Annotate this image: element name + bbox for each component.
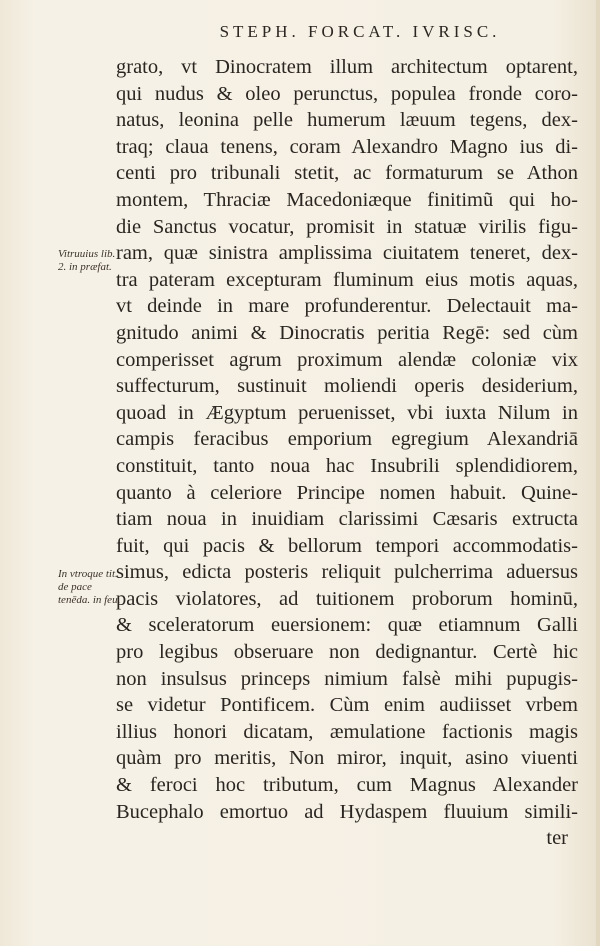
page-edge bbox=[596, 0, 600, 946]
text-line: quanto à celeriore Principe nomen habuit. Quine- bbox=[116, 481, 578, 504]
text-line: quoad in Ægyptum peruenisset, vbi iuxta Nilum in bbox=[116, 401, 578, 424]
text-line: suffecturum, sustinuit moliendi operis desiderium, bbox=[116, 375, 578, 398]
margin-note-pace: In vtroque tit. de pace tenēda. in feu. bbox=[58, 568, 121, 606]
text-line: tra pateram excepturam fluminum eius motis aquas, bbox=[116, 268, 578, 291]
text-line: gnitudo animi & Dinocratis peritia Regē: sed cùm bbox=[116, 321, 578, 344]
catchword: ter bbox=[546, 827, 568, 850]
text-line: vt deinde in mare profunderentur. Delectauit ma- bbox=[116, 295, 578, 318]
text-line: se videtur Pontificem. Cùm enim audiisset vrbem bbox=[116, 694, 578, 717]
text-line: montem, Thraciæ Macedoniæque finitimũ qui ho- bbox=[116, 188, 578, 211]
text-line: simus, edicta posteris reliquit pulcherrima aduersus bbox=[116, 561, 578, 584]
text-line: die Sanctus vocatur, promisit in statuæ virilis figu- bbox=[116, 215, 578, 238]
running-header: STEPH. FORCAT. IVRISC. bbox=[219, 22, 501, 41]
text-line: campis feracibus emporium egregium Alexandriā bbox=[116, 428, 578, 451]
margin-note-vitruvius: Vitruuius lib. 2. in præfat. bbox=[58, 248, 116, 273]
text-line: pro legibus obseruare non dedignantur. Certè hic bbox=[116, 641, 578, 664]
text-line: ram, quæ sinistra amplissima ciuitatem teneret, dex- bbox=[116, 242, 578, 265]
text-line: qui nudus & oleo perunctus, populea fronde coro- bbox=[116, 82, 578, 105]
text-line: Bucephalo emortuo ad Hydaspem fluuium simili- bbox=[116, 800, 578, 823]
text-line: natus, leonina pelle humerum læuum tegens, dex- bbox=[116, 109, 578, 132]
text-line: & sceleratorum euersionem: quæ etiamnum Galli bbox=[116, 614, 578, 637]
text-line: illius honori dicatam, æmulatione factionis magis bbox=[116, 720, 578, 743]
text-line: quàm pro meritis, Non miror, inquit, asino viuenti bbox=[116, 747, 578, 770]
body-text bbox=[116, 54, 578, 852]
text-line: & feroci hoc tributum, cum Magnus Alexander bbox=[116, 774, 578, 797]
text-line: pacis violatores, ad tuitionem proborum hominū, bbox=[116, 587, 578, 610]
text-line: non insulsus princeps nimium falsè mihi pupugis- bbox=[116, 667, 578, 690]
text-line: constituit, tanto noua hac Insubrili splendidiorem, bbox=[116, 454, 578, 477]
text-line: grato, vt Dinocratem illum architectum optarent, bbox=[116, 56, 578, 78]
text-line: centi pro tribunali stetit, ac formaturum se Athon bbox=[116, 162, 578, 185]
text-line: traq; claua tenens, coram Alexandro Magno ius di- bbox=[116, 135, 578, 158]
text-line: fuit, qui pacis & bellorum tempori accommodatis- bbox=[116, 534, 578, 557]
text-line: tiam noua in inuidiam clarissimi Cæsaris extructa bbox=[116, 508, 578, 531]
text-line: comperisset agrum proximum alendæ coloniæ vix bbox=[116, 348, 578, 371]
